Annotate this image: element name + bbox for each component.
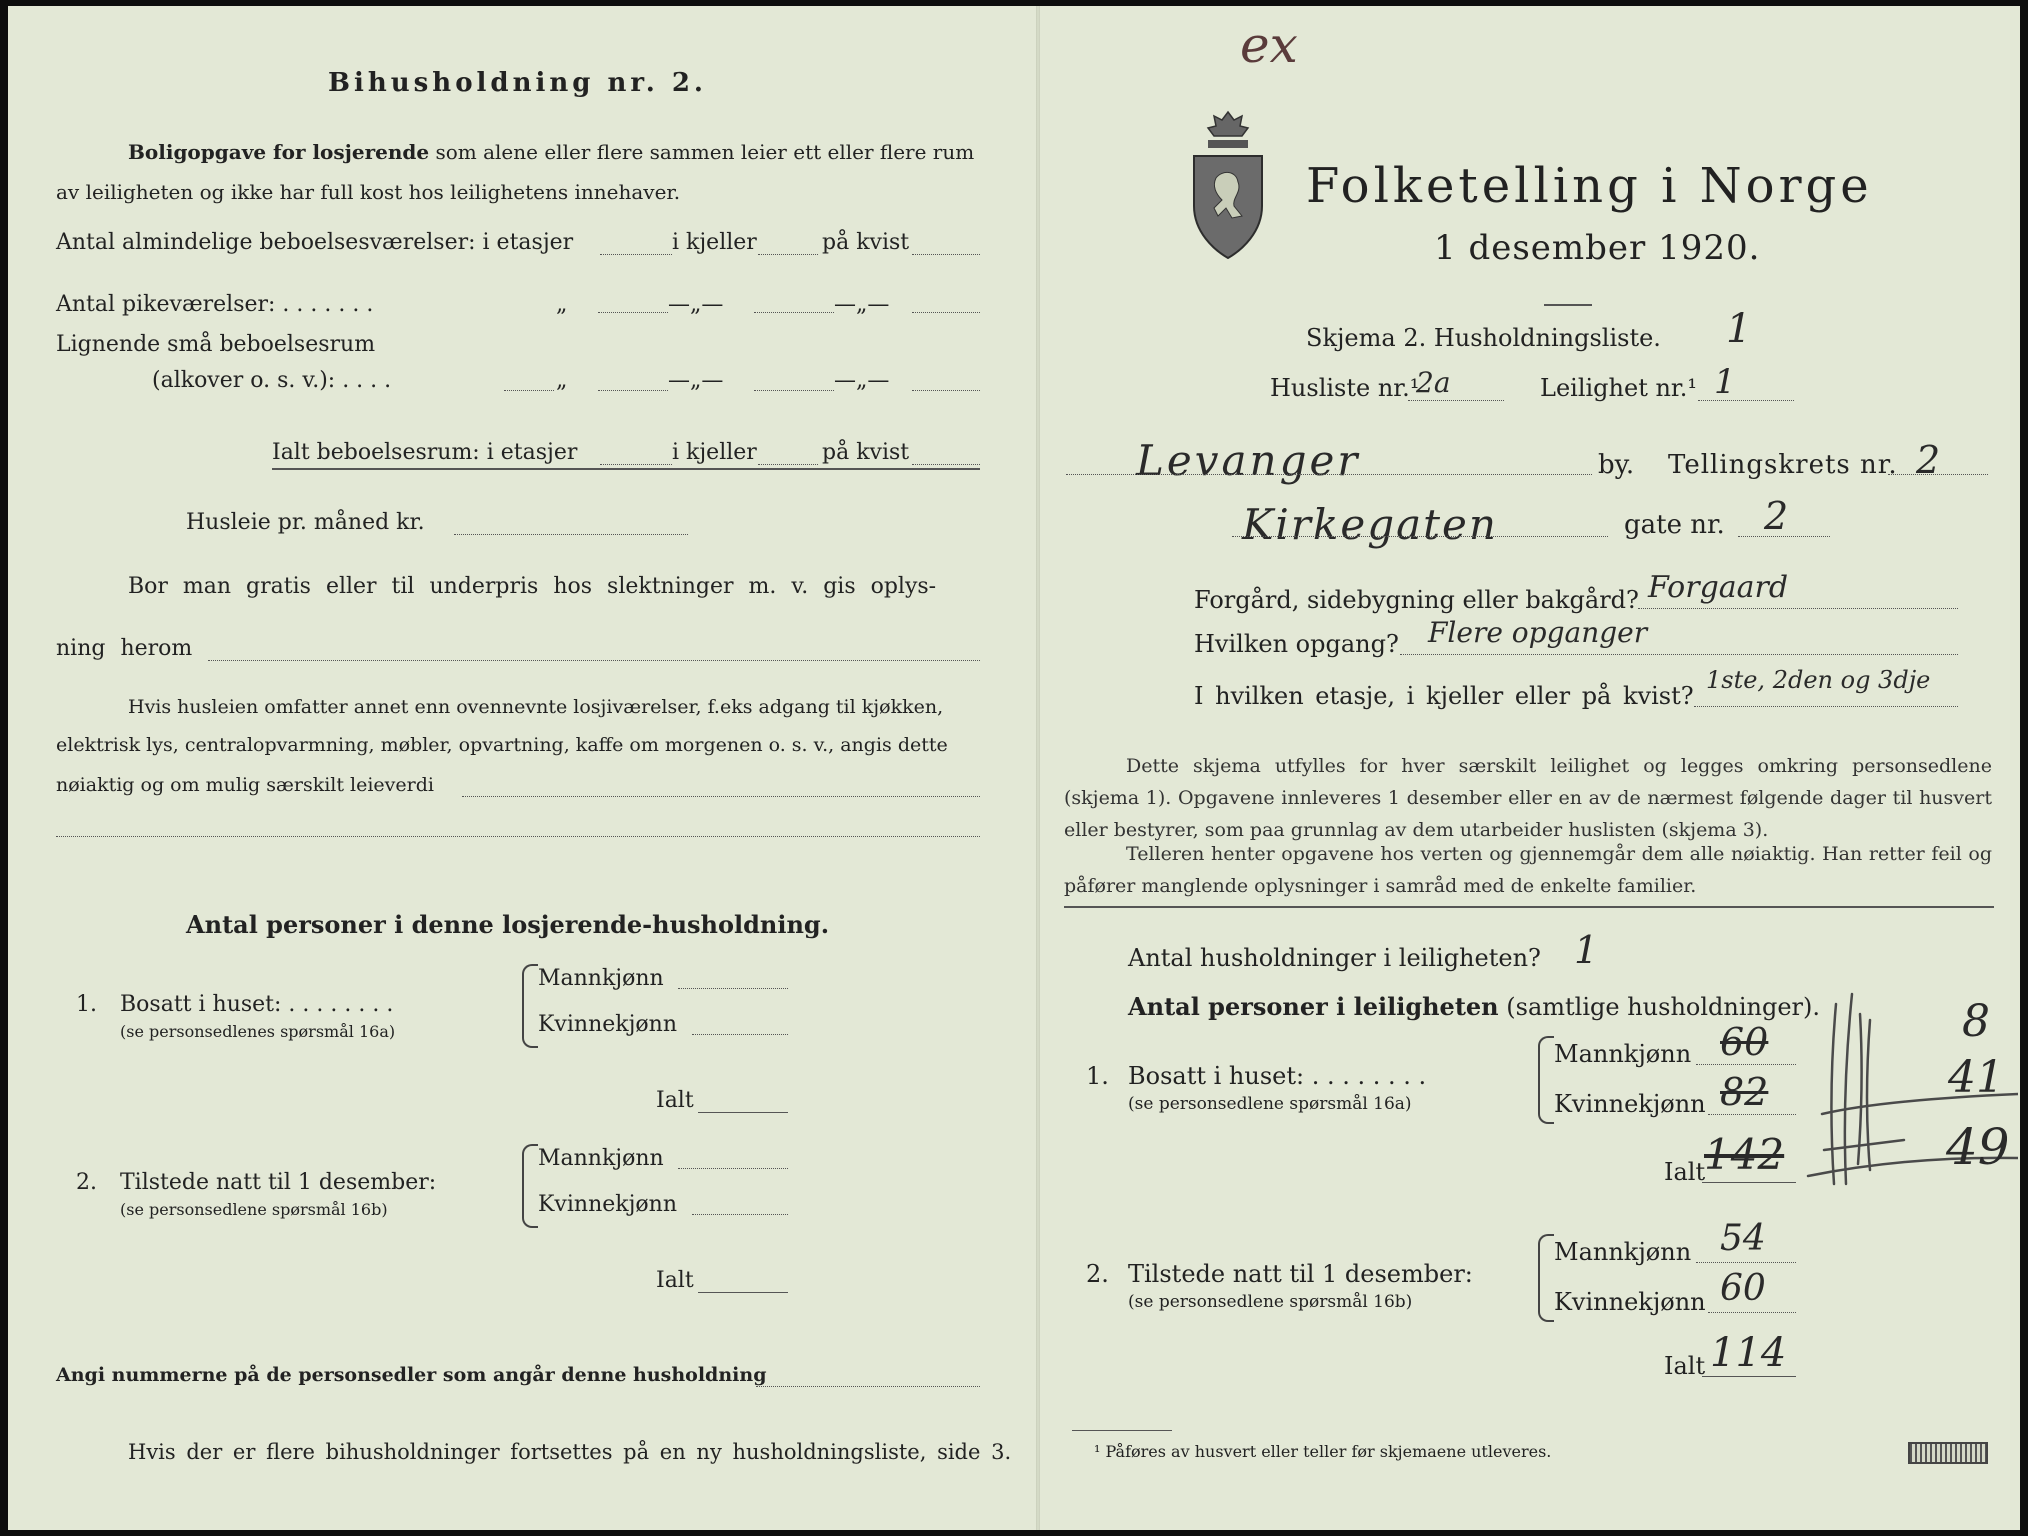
krets-value: 2 [1916,438,1941,482]
left-persons-heading: Antal personer i denne losjerende-husholdning. [186,910,830,939]
forgard-label: Forgård, sidebygning eller bakgård? [1194,586,1639,614]
includes-line2: elektrisk lys, centralopvarmning, møbler, opvartning, kaffe om morgenen o. s. v., angis dette [56,734,948,756]
left-q1-ialt-field [698,1112,788,1113]
right-q1-mann-label: Mannkjønn [1554,1040,1692,1068]
pike-ditto-3: —„— [834,292,890,317]
pike-ditto: „ [556,292,568,317]
left-q2-kvinne-field [692,1214,788,1215]
rooms-etasjer-field [600,254,672,255]
etasje-field [1694,706,1958,707]
rent-field [454,534,688,535]
left-q1-brace [522,964,538,1048]
right-q1-kvinne-field [1708,1114,1796,1115]
right-q2-num: 2. [1086,1260,1109,1288]
left-q2-ialt-label: Ialt [656,1268,694,1293]
left-q2-num: 2. [76,1170,97,1195]
right-q2-mann-label: Mannkjønn [1554,1238,1692,1266]
pike-kvist-field [912,312,980,313]
census-form-sheet [8,6,2020,1530]
rooms-kjeller-field [758,254,818,255]
right-q1-ialt-value: 142 [1704,1130,1785,1179]
ialt-rule [272,468,980,470]
right-q2-mann-field [1696,1262,1796,1263]
right-q2-kvinne-value: 60 [1720,1268,1766,1309]
etasje-value: 1ste, 2den og 3dje [1706,666,1931,694]
includes-line3: nøiaktig og om mulig særskilt leieverdi [56,774,434,796]
rooms-kvist-field [912,254,980,255]
alkover-pre-field [504,390,554,391]
pike-label: Antal pikeværelser: . . . . . . . [56,292,374,317]
leilighet-label: Leilighet nr.¹ [1540,374,1698,402]
husliste-label: Husliste nr.¹ [1270,374,1420,402]
ex-annotation: ex [1240,16,1298,74]
ialt-kvist-field [912,464,980,465]
ialt-kvist-label: på kvist [822,440,910,465]
etasje-label: I hvilken etasje, i kjeller eller på kvist? [1194,682,1694,710]
left-q1-kvinne-field [692,1034,788,1035]
left-q1-kvinne-label: Kvinnekjønn [538,1012,677,1037]
right-q2-ialt-label: Ialt [1664,1352,1706,1380]
right-q2-label: Tilstede natt til 1 desember: [1128,1260,1473,1288]
left-q2-mann-field [678,1168,788,1169]
ialt-rooms-label: Ialt beboelsesrum: i etasjer [272,440,578,465]
right-q2-mann-value: 54 [1720,1218,1766,1259]
instructions-2: Telleren henter opgavene hos verten og gjennemgår dem alle nøiaktig. Han retter feil og påfører manglende oplysninger i samråd med de enkelte familier. [1064,843,1992,897]
side-mann-value: 8 [1962,996,1990,1047]
angi-label: Angi nummerne på de personsedler som angår denne husholdning [56,1364,767,1386]
leilighet-field [1698,400,1794,401]
coat-of-arms-icon [1188,106,1268,266]
right-title: Folketelling i Norge [1306,158,1873,214]
rooms-kjeller-label: i kjeller [672,230,757,255]
left-q2-sub: (se personsedlene spørsmål 16b) [120,1200,388,1219]
alkover-ditto-2: —„— [668,368,724,393]
left-q1-mann-field [678,988,788,989]
by-label: by. [1598,450,1635,480]
page-fold [1036,6,1040,1530]
side-kvinne-value: 41 [1948,1052,2004,1103]
rooms-kvist-label: på kvist [822,230,910,255]
right-q1-kvinne-label: Kvinnekjønn [1554,1090,1706,1118]
instructions-rule [1064,906,1994,908]
pike-kjeller-field [754,312,834,313]
krets-field [1888,474,1988,475]
husliste-field [1408,400,1504,401]
footnote: ¹ Påføres av husvert eller teller før skjemaene utleveres. [1094,1442,1552,1461]
left-q2-ialt-field [698,1292,788,1293]
rent-label: Husleie pr. måned kr. [186,510,425,535]
right-q2-brace [1538,1234,1554,1322]
street-field [1232,536,1608,537]
forgard-field [1638,608,1958,609]
right-persons-heading-bold: Antal personer i leiligheten [1128,992,1499,1021]
skjema-label: Skjema 2. Husholdningsliste. [1306,324,1661,352]
includes-field-2 [56,836,980,837]
left-q1-label: Bosatt i huset: . . . . . . . . [120,992,394,1017]
alkover-kvist-field [912,390,980,391]
ialt-etasjer-field [600,464,672,465]
town-value: Levanger [1136,436,1361,485]
intro-line2: av leiligheten og ikke har full kost hos leilighetens innehaver. [56,180,681,204]
right-q1-sub: (se personsedlene spørsmål 16a) [1128,1094,1412,1114]
right-q2-sub: (se personsedlene spørsmål 16b) [1128,1292,1413,1312]
printer-stamp [1908,1442,1988,1464]
right-q2-ialt-field [1702,1376,1796,1377]
intro-rest: som alene eller flere sammen leier ett eller flere rum [435,140,975,164]
skjema-value: 1 [1726,306,1752,352]
intro-bold: Boligopgave for losjerende [128,140,430,164]
alkover-etasjer-field [598,390,668,391]
left-q1-num: 1. [76,992,97,1017]
husliste-value: 2a [1416,366,1451,399]
hush-value: 1 [1574,928,1599,972]
opgang-label: Hvilken opgang? [1194,630,1399,658]
alkover-kjeller-field [754,390,834,391]
krets-label: Tellingskrets nr. [1668,450,1898,480]
date-rule [1544,304,1592,306]
ialt-kjeller-field [758,464,818,465]
right-persons-heading-rest: (samtlige husholdninger). [1506,993,1821,1021]
opgang-value: Flere opganger [1428,616,1648,649]
right-q1-mann-value: 60 [1720,1020,1769,1064]
opgang-field [1400,654,1958,655]
angi-field [756,1386,980,1387]
rooms-label: Antal almindelige beboelsesværelser: i etasjer [56,230,574,255]
gratis-line1: Bor man gratis eller til underpris hos slektninger m. v. gis oplys- [128,574,937,599]
right-date: 1 desember 1920. [1434,228,1761,268]
right-q1-ialt-field [1702,1182,1796,1183]
right-q1-kvinne-value: 82 [1720,1070,1769,1114]
town-field [1066,474,1592,475]
side-ialt-value: 49 [1946,1118,2010,1176]
right-q1-ialt-label: Ialt [1664,1158,1706,1186]
left-footer: Hvis der er flere bihusholdninger fortsettes på en ny husholdningsliste, side 3. [128,1440,1012,1464]
right-q1-label: Bosatt i huset: . . . . . . . . [1128,1062,1427,1090]
gate-field [1738,536,1830,537]
left-q1-ialt-label: Ialt [656,1088,694,1113]
footnote-rule [1072,1430,1172,1431]
ialt-kjeller-label: i kjeller [672,440,757,465]
small-rooms-label: Lignende små beboelsesrum [56,332,376,357]
gratis-field [208,660,980,661]
pike-etasjer-field [598,312,668,313]
right-q1-brace [1538,1036,1554,1124]
forgard-value: Forgaard [1648,570,1789,605]
left-q1-mann-label: Mannkjønn [538,966,664,991]
alkover-ditto: „ [556,368,568,393]
left-q2-brace [522,1144,538,1228]
includes-line1: Hvis husleien omfatter annet enn ovennevnte losjiværelser, f.eks adgang til kjøkken, [128,696,944,718]
gratis-line2: ning herom [56,636,193,661]
left-q2-kvinne-label: Kvinnekjønn [538,1192,677,1217]
left-q2-mann-label: Mannkjønn [538,1146,664,1171]
right-q2-ialt-value: 114 [1710,1330,1787,1376]
right-q1-mann-field [1696,1064,1796,1065]
includes-field [462,796,980,797]
gate-label: gate nr. [1624,510,1725,540]
alkover-label: (alkover o. s. v.): . . . . [152,368,392,393]
left-title: Bihusholdning nr. 2. [328,68,707,98]
left-q1-sub: (se personsedlenes spørsmål 16a) [120,1022,396,1041]
gate-value: 2 [1764,494,1789,538]
hush-label: Antal husholdninger i leiligheten? [1128,944,1541,972]
pike-ditto-2: —„— [668,292,724,317]
street-value: Kirkegaten [1242,500,1498,549]
right-q2-kvinne-label: Kvinnekjønn [1554,1288,1706,1316]
leilighet-value: 1 [1714,362,1736,402]
instructions-1: Dette skjema utfylles for hver særskilt leilighet og legges omkring personsedlene (skjema 1). Opgavene innleveres 1 desember eller en av de nærmest følgende dager til husvert eller bestyrer, som paa grunnlag av dem utarbeider huslisten (skjema 3). [1064,755,1992,841]
alkover-ditto-3: —„— [834,368,890,393]
right-q1-num: 1. [1086,1062,1109,1090]
left-q2-label: Tilstede natt til 1 desember: [120,1170,437,1195]
right-q2-kvinne-field [1708,1312,1796,1313]
